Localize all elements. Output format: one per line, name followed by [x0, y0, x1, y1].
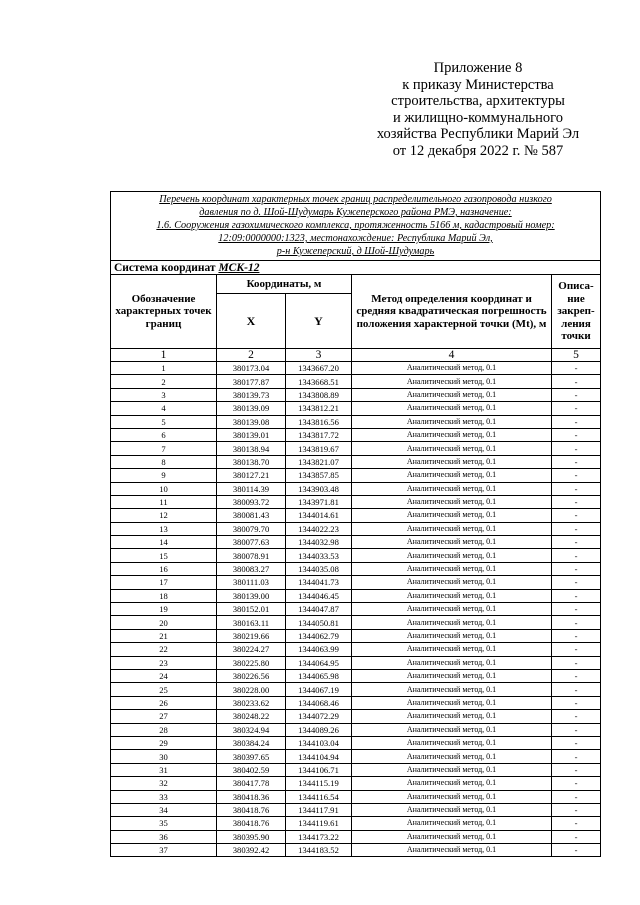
point-number-cell: 11 [111, 495, 217, 508]
method-cell: Аналитический метод, 0.1 [352, 777, 552, 790]
coordinates-table [110, 191, 601, 857]
method-cell: Аналитический метод, 0.1 [352, 710, 552, 723]
coordinate-system [111, 261, 601, 275]
method-cell: Аналитический метод, 0.1 [352, 455, 552, 468]
table-row [111, 736, 601, 749]
x-cell: 380402.59 [217, 763, 286, 776]
method-cell: Аналитический метод, 0.1 [352, 763, 552, 776]
description-cell: - [552, 482, 601, 495]
description-cell: - [552, 629, 601, 642]
description-cell: - [552, 388, 601, 401]
table-row [111, 362, 601, 375]
point-number-cell: 19 [111, 603, 217, 616]
method-cell: Аналитический метод, 0.1 [352, 830, 552, 843]
point-number-cell: 20 [111, 616, 217, 629]
point-number-cell: 26 [111, 696, 217, 709]
point-number-cell: 4 [111, 402, 217, 415]
table-row [111, 509, 601, 522]
x-cell: 380139.09 [217, 402, 286, 415]
x-cell: 380384.24 [217, 736, 286, 749]
x-cell: 380093.72 [217, 495, 286, 508]
point-number-cell: 13 [111, 522, 217, 535]
x-cell: 380077.63 [217, 536, 286, 549]
description-cell: - [552, 763, 601, 776]
y-cell: 1343821.07 [286, 455, 352, 468]
description-cell: - [552, 603, 601, 616]
description-cell: - [552, 710, 601, 723]
x-cell: 380225.80 [217, 656, 286, 669]
table-title [111, 192, 601, 261]
description-cell: - [552, 656, 601, 669]
description-cell: - [552, 469, 601, 482]
point-number-cell: 16 [111, 562, 217, 575]
description-cell: - [552, 442, 601, 455]
table-row [111, 629, 601, 642]
description-cell: - [552, 428, 601, 441]
y-cell: 1344035.08 [286, 562, 352, 575]
description-cell: - [552, 589, 601, 602]
method-cell: Аналитический метод, 0.1 [352, 669, 552, 682]
title-line: р-н Кужеперский, д Шой-Шудумарь [276, 246, 435, 257]
description-cell: - [552, 536, 601, 549]
table-row [111, 830, 601, 843]
x-cell: 380114.39 [217, 482, 286, 495]
description-cell: - [552, 562, 601, 575]
point-number-cell: 9 [111, 469, 217, 482]
y-cell: 1343903.48 [286, 482, 352, 495]
header-line: Приложение 8 [433, 60, 523, 76]
point-number-cell: 17 [111, 576, 217, 589]
table-row [111, 777, 601, 790]
description-cell: - [552, 817, 601, 830]
y-cell: 1344032.98 [286, 536, 352, 549]
method-cell: Аналитический метод, 0.1 [352, 469, 552, 482]
y-cell: 1344062.79 [286, 629, 352, 642]
y-cell: 1344063.99 [286, 643, 352, 656]
title-line: 12:09:0000000:1323, местонахождение: Республика Марий Эл, [218, 233, 493, 244]
method-cell: Аналитический метод, 0.1 [352, 522, 552, 535]
point-number-cell: 30 [111, 750, 217, 763]
y-cell: 1344103.04 [286, 736, 352, 749]
y-cell: 1344067.19 [286, 683, 352, 696]
point-number-cell: 37 [111, 844, 217, 857]
method-cell: Аналитический метод, 0.1 [352, 388, 552, 401]
description-cell: - [552, 509, 601, 522]
method-cell: Аналитический метод, 0.1 [352, 495, 552, 508]
x-cell: 380138.94 [217, 442, 286, 455]
x-cell: 380248.22 [217, 710, 286, 723]
appendix-header [348, 60, 608, 160]
method-cell: Аналитический метод, 0.1 [352, 629, 552, 642]
method-cell: Аналитический метод, 0.1 [352, 803, 552, 816]
method-cell: Аналитический метод, 0.1 [352, 683, 552, 696]
y-cell: 1343668.51 [286, 375, 352, 388]
point-number-cell: 6 [111, 428, 217, 441]
point-number-cell: 25 [111, 683, 217, 696]
x-cell: 380226.56 [217, 669, 286, 682]
y-cell: 1344022.23 [286, 522, 352, 535]
description-cell: - [552, 576, 601, 589]
column-number: 4 [352, 349, 552, 362]
method-cell: Аналитический метод, 0.1 [352, 589, 552, 602]
header-line: к приказу Министерства [402, 76, 554, 93]
y-cell: 1344119.61 [286, 817, 352, 830]
method-cell: Аналитический метод, 0.1 [352, 750, 552, 763]
table-row [111, 415, 601, 428]
description-cell: - [552, 549, 601, 562]
coordinate-system-label: Система координат [114, 261, 216, 274]
y-cell: 1344104.94 [286, 750, 352, 763]
y-cell: 1344173.22 [286, 830, 352, 843]
x-cell: 380078.91 [217, 549, 286, 562]
point-number-cell: 5 [111, 415, 217, 428]
method-cell: Аналитический метод, 0.1 [352, 696, 552, 709]
x-cell: 380418.36 [217, 790, 286, 803]
point-number-cell: 1 [111, 362, 217, 375]
description-cell: - [552, 830, 601, 843]
point-number-cell: 31 [111, 763, 217, 776]
method-cell: Аналитический метод, 0.1 [352, 509, 552, 522]
point-number-cell: 8 [111, 455, 217, 468]
x-cell: 380219.66 [217, 629, 286, 642]
point-number-cell: 22 [111, 643, 217, 656]
header-x: X [217, 294, 286, 349]
description-cell: - [552, 790, 601, 803]
header-method: Метод определения координат и средняя квадратическая погрешность положения характерной точки (Mt), м [352, 275, 552, 349]
table-row [111, 442, 601, 455]
table-row [111, 723, 601, 736]
description-cell: - [552, 750, 601, 763]
description-cell: - [552, 375, 601, 388]
description-cell: - [552, 362, 601, 375]
y-cell: 1343667.20 [286, 362, 352, 375]
method-cell: Аналитический метод, 0.1 [352, 817, 552, 830]
description-cell: - [552, 643, 601, 656]
method-cell: Аналитический метод, 0.1 [352, 442, 552, 455]
method-cell: Аналитический метод, 0.1 [352, 362, 552, 375]
method-cell: Аналитический метод, 0.1 [352, 656, 552, 669]
x-cell: 380177.87 [217, 375, 286, 388]
point-number-cell: 34 [111, 803, 217, 816]
y-cell: 1344041.73 [286, 576, 352, 589]
table-row [111, 469, 601, 482]
table-row [111, 482, 601, 495]
x-cell: 380138.70 [217, 455, 286, 468]
method-cell: Аналитический метод, 0.1 [352, 616, 552, 629]
y-cell: 1344117.91 [286, 803, 352, 816]
column-number: 5 [552, 349, 601, 362]
point-number-cell: 27 [111, 710, 217, 723]
table-row [111, 495, 601, 508]
column-number: 2 [217, 349, 286, 362]
y-cell: 1343819.67 [286, 442, 352, 455]
method-cell: Аналитический метод, 0.1 [352, 428, 552, 441]
method-cell: Аналитический метод, 0.1 [352, 415, 552, 428]
point-number-cell: 14 [111, 536, 217, 549]
point-number-cell: 15 [111, 549, 217, 562]
y-cell: 1344047.87 [286, 603, 352, 616]
method-cell: Аналитический метод, 0.1 [352, 723, 552, 736]
y-cell: 1344065.98 [286, 669, 352, 682]
description-cell: - [552, 723, 601, 736]
description-cell: - [552, 616, 601, 629]
header-line: строительства, архитектуры [391, 93, 565, 110]
x-cell: 380395.90 [217, 830, 286, 843]
y-cell: 1344115.19 [286, 777, 352, 790]
table-row [111, 669, 601, 682]
x-cell: 380418.76 [217, 817, 286, 830]
point-number-cell: 23 [111, 656, 217, 669]
y-cell: 1344089.26 [286, 723, 352, 736]
coordinate-system-value: МСК-12 [218, 261, 260, 274]
method-cell: Аналитический метод, 0.1 [352, 482, 552, 495]
table-row [111, 576, 601, 589]
column-number: 3 [286, 349, 352, 362]
x-cell: 380152.01 [217, 603, 286, 616]
x-cell: 380163.11 [217, 616, 286, 629]
y-cell: 1344014.61 [286, 509, 352, 522]
header-y: Y [286, 294, 352, 349]
table-row [111, 844, 601, 857]
point-number-cell: 28 [111, 723, 217, 736]
table-row [111, 536, 601, 549]
y-cell: 1344068.46 [286, 696, 352, 709]
description-cell: - [552, 522, 601, 535]
y-cell: 1344072.29 [286, 710, 352, 723]
header-line: и жилищно-коммунального [392, 109, 564, 126]
point-number-cell: 2 [111, 375, 217, 388]
method-cell: Аналитический метод, 0.1 [352, 402, 552, 415]
x-cell: 380173.04 [217, 362, 286, 375]
x-cell: 380111.03 [217, 576, 286, 589]
y-cell: 1344046.45 [286, 589, 352, 602]
table-row [111, 643, 601, 656]
x-cell: 380324.94 [217, 723, 286, 736]
table-row [111, 589, 601, 602]
y-cell: 1343808.89 [286, 388, 352, 401]
point-number-cell: 7 [111, 442, 217, 455]
y-cell: 1343971.81 [286, 495, 352, 508]
x-cell: 380083.27 [217, 562, 286, 575]
table-row [111, 428, 601, 441]
table-row [111, 616, 601, 629]
table-row [111, 803, 601, 816]
method-cell: Аналитический метод, 0.1 [352, 375, 552, 388]
x-cell: 380417.78 [217, 777, 286, 790]
title-line: 1.6. Сооружения газохимического комплекса, протяженность 5166 м, кадастровый номер: [156, 220, 555, 231]
table-row [111, 656, 601, 669]
table-row [111, 750, 601, 763]
header-line: от 12 декабря 2022 г. № 587 [392, 142, 564, 159]
header-line: хозяйства Республики Марий Эл [376, 126, 580, 143]
description-cell: - [552, 736, 601, 749]
x-cell: 380418.76 [217, 803, 286, 816]
y-cell: 1344183.52 [286, 844, 352, 857]
table-row [111, 375, 601, 388]
y-cell: 1344033.53 [286, 549, 352, 562]
column-number: 1 [111, 349, 217, 362]
point-number-cell: 29 [111, 736, 217, 749]
title-line: Перечень координат характерных точек границ распределительного газопровода низкого [159, 194, 552, 205]
column-numbers-row [111, 349, 601, 362]
method-cell: Аналитический метод, 0.1 [352, 536, 552, 549]
x-cell: 380392.42 [217, 844, 286, 857]
title-line: давления по д. Шой-Шудумарь Кужеперского района РМЭ, назначение: [199, 207, 512, 218]
point-number-cell: 24 [111, 669, 217, 682]
table-row [111, 388, 601, 401]
point-number-cell: 36 [111, 830, 217, 843]
method-cell: Аналитический метод, 0.1 [352, 603, 552, 616]
table-row [111, 710, 601, 723]
table-row [111, 455, 601, 468]
x-cell: 380228.00 [217, 683, 286, 696]
description-cell: - [552, 683, 601, 696]
point-number-cell: 18 [111, 589, 217, 602]
point-number-cell: 3 [111, 388, 217, 401]
y-cell: 1344064.95 [286, 656, 352, 669]
description-cell: - [552, 777, 601, 790]
y-cell: 1344116.54 [286, 790, 352, 803]
method-cell: Аналитический метод, 0.1 [352, 736, 552, 749]
point-number-cell: 21 [111, 629, 217, 642]
y-cell: 1343816.56 [286, 415, 352, 428]
description-cell: - [552, 455, 601, 468]
point-number-cell: 35 [111, 817, 217, 830]
table-row [111, 683, 601, 696]
table-row [111, 562, 601, 575]
description-cell: - [552, 415, 601, 428]
y-cell: 1343812.21 [286, 402, 352, 415]
method-cell: Аналитический метод, 0.1 [352, 562, 552, 575]
x-cell: 380081.43 [217, 509, 286, 522]
y-cell: 1344106.71 [286, 763, 352, 776]
method-cell: Аналитический метод, 0.1 [352, 643, 552, 656]
y-cell: 1343857.85 [286, 469, 352, 482]
x-cell: 380224.27 [217, 643, 286, 656]
x-cell: 380139.01 [217, 428, 286, 441]
description-cell: - [552, 402, 601, 415]
table-row [111, 763, 601, 776]
description-cell: - [552, 495, 601, 508]
table-row [111, 696, 601, 709]
y-cell: 1343817.72 [286, 428, 352, 441]
description-cell: - [552, 669, 601, 682]
x-cell: 380079.70 [217, 522, 286, 535]
x-cell: 380139.08 [217, 415, 286, 428]
header-coordinates: Координаты, м [217, 275, 352, 294]
description-cell: - [552, 696, 601, 709]
x-cell: 380139.73 [217, 388, 286, 401]
point-number-cell: 12 [111, 509, 217, 522]
header-point: Обозначение характерных точек границ [111, 275, 217, 349]
method-cell: Аналитический метод, 0.1 [352, 844, 552, 857]
x-cell: 380233.62 [217, 696, 286, 709]
header-description: Описа-ние закреп-ления точки [552, 275, 601, 349]
table-row [111, 402, 601, 415]
table-row [111, 790, 601, 803]
method-cell: Аналитический метод, 0.1 [352, 790, 552, 803]
table-row [111, 549, 601, 562]
method-cell: Аналитический метод, 0.1 [352, 576, 552, 589]
point-number-cell: 10 [111, 482, 217, 495]
point-number-cell: 33 [111, 790, 217, 803]
description-cell: - [552, 803, 601, 816]
table-row [111, 603, 601, 616]
description-cell: - [552, 844, 601, 857]
x-cell: 380139.00 [217, 589, 286, 602]
table-row [111, 817, 601, 830]
x-cell: 380127.21 [217, 469, 286, 482]
table-row [111, 522, 601, 535]
method-cell: Аналитический метод, 0.1 [352, 549, 552, 562]
x-cell: 380397.65 [217, 750, 286, 763]
point-number-cell: 32 [111, 777, 217, 790]
y-cell: 1344050.81 [286, 616, 352, 629]
